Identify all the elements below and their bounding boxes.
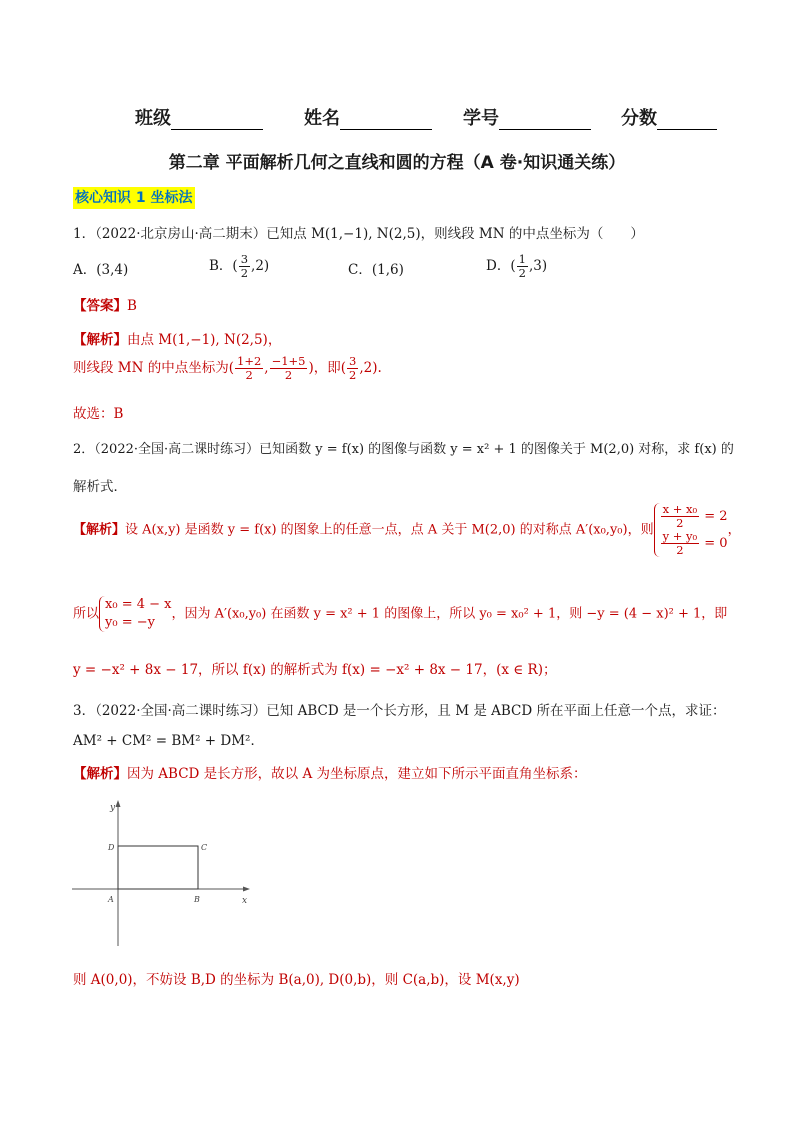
option-label: D．	[486, 258, 511, 274]
analysis-text: 设 A(x,y) 是函数 y = f(x) 的图象上的任意一点，点 A 关于 M(2,0) 的对称点 A′(x₀,y₀)，则	[125, 522, 654, 538]
option-label: C．	[348, 262, 372, 278]
q2-stem-line2: 解析式．	[73, 479, 127, 495]
y-axis-label: y	[110, 803, 116, 813]
denominator: 2	[518, 266, 526, 280]
analysis-tag: 【解析】	[73, 766, 127, 782]
q1-analysis-line2: 则线段 MN 的中点坐标为( $\frac{1+2}{2}$ , $\frac{-1+5}{2}$ )，即( $\frac{3}{2}$ ,2).	[73, 354, 382, 382]
x-axis-label: x	[242, 896, 248, 906]
q1-conclusion: 故选：B	[73, 406, 124, 422]
q1-stem: 1．（2022·北京房山·高二期末）已知点 M(1,−1), N(2,5)，则线段 MN 的中点坐标为（ ）	[73, 226, 644, 242]
numerator: 1+2	[237, 354, 262, 368]
coordinate-figure	[70, 800, 260, 950]
analysis-text: ，因为 A′(x₀,y₀) 在函数 y = x² + 1 的图像上，所以 y₀ = x₀² + 1，则 −y = (4 − x)² + 1，即	[171, 606, 728, 622]
x-axis-arrow	[243, 887, 250, 892]
chapter-title: 第二章 平面解析几何之直线和圆的方程（A 卷·知识通关练）	[168, 153, 626, 173]
equation-rhs: = 0	[700, 536, 728, 551]
denominator: 2	[676, 516, 684, 530]
fraction	[347, 355, 358, 382]
class-blank[interactable]	[171, 109, 263, 130]
denominator: 2	[284, 368, 293, 382]
y-axis-arrow	[116, 800, 121, 807]
q2-analysis-line3: y = −x² + 8x − 17，所以 f(x) 的解析式为 f(x) = −x² + 8x − 17，(x ∈ R)；	[73, 662, 557, 678]
q1-option-b[interactable]	[209, 253, 269, 280]
q3-analysis	[73, 762, 587, 782]
equation-row	[660, 503, 728, 530]
numerator: 3	[240, 252, 249, 266]
id-blank[interactable]	[499, 109, 591, 130]
point-a-label: A	[108, 895, 114, 904]
option-text: (	[232, 258, 238, 274]
equation-system	[99, 596, 171, 632]
fraction	[661, 503, 700, 530]
analysis-text: 因为 ABCD 是长方形，故以 A 为坐标原点，建立如下所示平面直角坐标系：	[127, 766, 587, 782]
q3-stem-line2: AM² + CM² = BM² + DM²．	[73, 733, 264, 749]
answer-value: B	[127, 298, 137, 314]
point-b-label: B	[194, 895, 200, 904]
equation-row: x₀ = 4 − x	[105, 597, 172, 612]
q2-stem-line1: 2．（2022·全国·高二课时练习）已知函数 y = f(x) 的图像与函数 y = x² + 1 的图像关于 M(2,0) 对称，求 f(x) 的	[73, 442, 734, 457]
analysis-text: 则线段 MN 的中点坐标为(	[73, 360, 234, 376]
numerator: y + y₀	[662, 529, 698, 543]
class-field	[135, 104, 263, 130]
class-label: 班级	[135, 108, 171, 129]
point-c-label: C	[201, 843, 208, 852]
analysis-text: ,2).	[359, 360, 382, 376]
q1-analysis-line1	[73, 328, 281, 348]
q1-answer	[73, 294, 137, 314]
option-text: (	[510, 258, 516, 274]
score-field	[621, 104, 717, 130]
q2-analysis-line1: 【解析】设 A(x,y) 是函数 y = f(x) 的图象上的任意一点，点 A 关于 M(2,0) 的对称点 A′(x₀,y₀)，则 $\frac{\text{x + x₀}}{2}$ = 2 $\frac{\text{y + y₀}}{2}$ = 0 ，	[73, 502, 741, 557]
denominator: 2	[240, 266, 249, 280]
option-text: ,3)	[528, 258, 548, 274]
point-d-label: D	[108, 843, 115, 852]
q3-analysis-continued: 则 A(0,0)，不妨设 B,D 的坐标为 B(a,0), D(0,b)，则 C(a,b)，设 M(x,y)	[73, 972, 520, 988]
equation-row: y₀ = −y	[105, 615, 155, 630]
equation-row	[660, 530, 728, 557]
fraction	[661, 530, 700, 557]
equation-rhs: = 2	[700, 509, 728, 524]
id-field	[463, 104, 591, 130]
q2-analysis-line2	[73, 596, 727, 632]
equation-system	[654, 503, 728, 557]
id-label: 学号	[463, 108, 499, 129]
q1-option-d[interactable]	[486, 253, 547, 280]
fraction	[517, 253, 528, 280]
option-label: B．	[209, 258, 233, 274]
option-text: ,2)	[251, 258, 270, 274]
name-field	[304, 104, 432, 130]
name-label: 姓名	[304, 108, 340, 129]
fraction	[235, 355, 263, 382]
numerator: −1+5	[271, 354, 306, 368]
name-blank[interactable]	[340, 109, 432, 130]
numerator: x + x₀	[662, 502, 698, 516]
section-heading: 核心知识 1 坐标法	[73, 187, 195, 209]
score-blank[interactable]	[657, 109, 717, 130]
analysis-text: 由点 M(1,−1), N(2,5)，	[127, 332, 282, 348]
option-label: A．	[73, 262, 97, 278]
fraction	[270, 355, 308, 382]
analysis-tag: 【解析】	[73, 332, 127, 348]
numerator: 3	[349, 354, 357, 368]
denominator: 2	[245, 368, 253, 382]
numerator: 1	[518, 252, 526, 266]
analysis-text: 所以	[73, 606, 100, 622]
analysis-tag: 【解析】	[73, 522, 126, 538]
option-text: (1,6)	[371, 262, 404, 278]
denominator: 2	[676, 543, 684, 557]
analysis-text: )，即(	[308, 360, 347, 376]
answer-tag: 【答案】	[73, 298, 127, 314]
rectangle-abcd	[118, 846, 198, 889]
score-label: 分数	[621, 108, 657, 129]
fraction	[239, 253, 250, 280]
q1-option-a[interactable]	[73, 258, 128, 278]
q3-stem-line1: 3．（2022·全国·高二课时练习）已知 ABCD 是一个长方形，且 M 是 ABCD 所在平面上任意一个点，求证：	[73, 703, 726, 719]
q1-option-c[interactable]	[348, 258, 404, 278]
option-text: (3,4)	[96, 262, 129, 278]
denominator: 2	[349, 368, 357, 382]
